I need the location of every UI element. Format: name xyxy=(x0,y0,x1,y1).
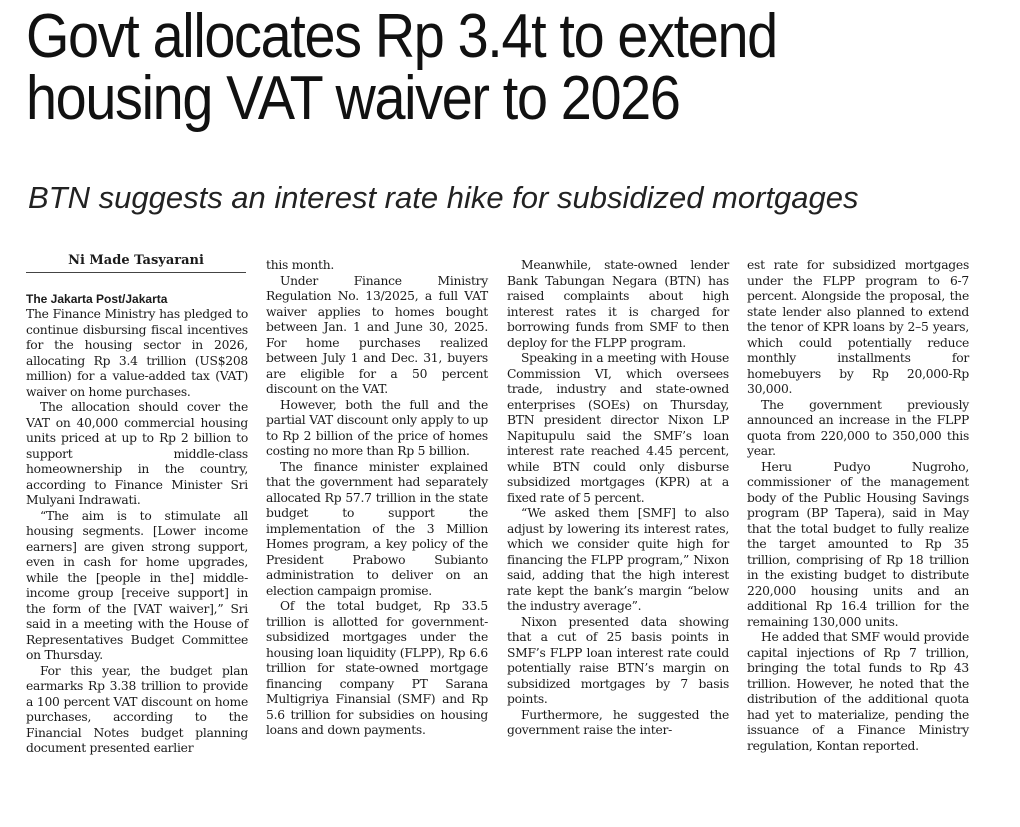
byline: Ni Made Tasyarani xyxy=(26,252,246,273)
paragraph: Of the total budget, Rp 33.5 trillion is allotted for government-subsidized mortgages under the housing loan liquidity (FLPP), Rp 6.6 trillion for state-owned mortgage financing company PT Sarana Multigriya Finansial (SMF) and Rp 5.6 trillion for subsidies on housing loans and down payments. xyxy=(266,599,488,737)
paragraph: The allocation should cover the VAT on 40,000 commercial housing units priced at up to Rp 2 billion to support middle-class homeownership in the country, according to Finance Minister Sri Mulyani Indrawati. xyxy=(26,400,248,507)
paragraph: “We asked them [SMF] to also adjust by lowering its interest rates, which we consider quite high for financing the FLPP program,” Nixon said, adding that the high interest rate kept the bank’s margin “below the industry average”. xyxy=(507,506,729,613)
article-column-3 xyxy=(507,258,729,739)
paragraph: Heru Pudyo Nugroho, commissioner of the management body of the Public Housing Savings program (BP Tapera), said in May that the total budget to fully realize the target amounted to Rp 35 trillion, comprising of Rp 18 trillion in the existing budget to distribute 220,000 housing units and an additional Rp 16.4 trillion for the remaining 130,000 units. xyxy=(747,459,969,629)
paragraph: The government previously announced an increase in the FLPP quota from 220,000 to 350,000 this year. xyxy=(747,397,969,458)
paragraph: He added that SMF would provide capital injections of Rp 7 trillion, bringing the total funds to Rp 43 trillion. However, he noted that the distribution of the additional quota had yet to materialize, pending the issuance of a Finance Ministry regulation, Kontan reported. xyxy=(747,630,969,753)
dateline: The Jakarta Post/Jakarta xyxy=(26,292,168,306)
article-column-2 xyxy=(266,258,488,739)
paragraph: this month. xyxy=(266,258,335,272)
headline: Govt allocates Rp 3.4t to extend housing VAT waiver to 2026 xyxy=(26,2,777,133)
paragraph: Speaking in a meeting with House Commission VI, which oversees trade, industry and state-owned enterprises (SOEs) on Thursday, BTN president director Nixon LP Napitupulu said the SMF’s loan interest rate reached 4.45 percent, while BTN could only disburse subsidized mortgages (KPR) at a fixed rate of 5 percent. xyxy=(507,351,729,505)
deck-subheadline: BTN suggests an interest rate hike for subsidized mortgages xyxy=(28,180,859,215)
article-column-1 xyxy=(26,307,248,757)
paragraph: Nixon presented data showing that a cut of 25 basis points in SMF’s FLPP loan interest rate could potentially raise BTN’s margin on subsidized mortgages by 7 basis points. xyxy=(507,614,729,706)
paragraph: However, both the full and the partial VAT discount only apply to up to Rp 2 billion of the price of homes costing no more than Rp 5 billion. xyxy=(266,397,488,458)
paragraph: For this year, the budget plan earmarks Rp 3.38 trillion to provide a 100 percent VAT discount on home purchases, according to the Financial Notes budget planning document presented earlier xyxy=(26,663,248,755)
paragraph: “The aim is to stimulate all housing segments. [Lower income earners] are given strong support, even in cash for home upgrades, while the [people in the] middle-income group [receive support] in the form of the [VAT waiver],” Sri said in a meeting with the House of Representatives Budget Committee on Thursday. xyxy=(26,508,248,662)
article-column-4 xyxy=(747,258,969,754)
paragraph: Under Finance Ministry Regulation No. 13/2025, a full VAT waiver applies to homes bought between Jan. 1 and June 30, 2025. For home purchases realized between July 1 and Dec. 31, buyers are eligible for a 50 percent discount on the VAT. xyxy=(266,273,488,396)
paragraph: The finance minister explained that the government had separately allocated Rp 57.7 trillion in the state budget to support the implementation of the 3 Million Homes program, a key policy of the President Prabowo Subianto administration to deliver on an election campaign promise. xyxy=(266,459,488,598)
paragraph: The Finance Ministry has pledged to continue disbursing fiscal incentives for the housing sector in 2026, allocating Rp 3.4 trillion (US$208 million) for a value-added tax (VAT) waiver on home purchases. xyxy=(26,307,248,399)
paragraph: est rate for subsidized mortgages under the FLPP program to 6-7 percent. Alongside the proposal, the state lender also planned to extend the tenor of KPR loans by 2–5 years, which could potentially reduce monthly installments for homebuyers by Rp 20,000-Rp 30,000. xyxy=(747,258,969,396)
paragraph: Furthermore, he suggested the government raise the inter- xyxy=(507,707,729,737)
paragraph: Meanwhile, state-owned lender Bank Tabungan Negara (BTN) has raised complaints about high interest rates it is charged for borrowing funds from SMF to then deploy for the FLPP program. xyxy=(507,258,729,350)
